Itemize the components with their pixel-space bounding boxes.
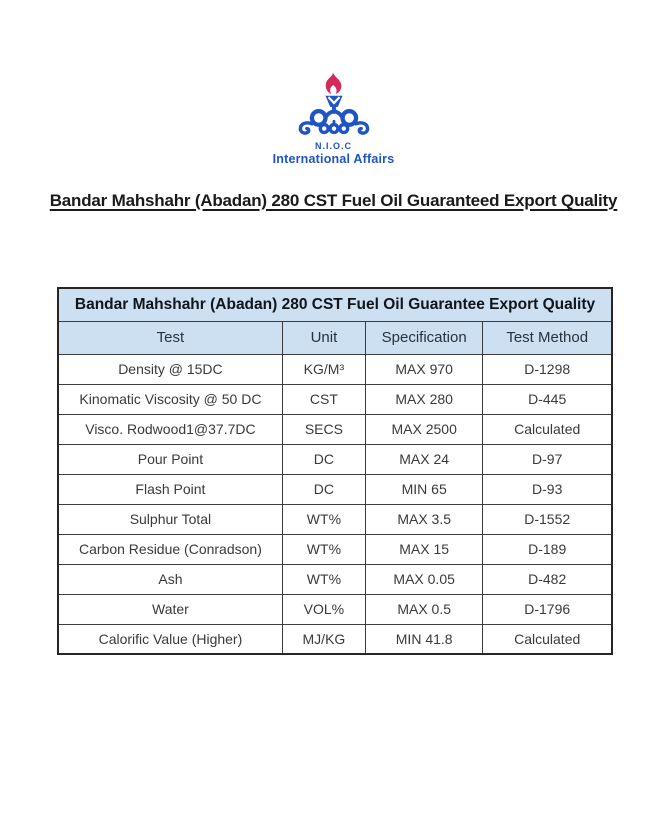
cell-specification: MAX 0.05: [365, 564, 482, 594]
nioc-emblem-icon: [276, 72, 392, 140]
cell-test-method: Calculated: [483, 414, 612, 444]
cell-test: Water: [58, 594, 282, 624]
column-header-test-method: Test Method: [483, 321, 612, 354]
table-body: [58, 354, 612, 654]
cell-test-method: D-1796: [483, 594, 612, 624]
spec-table: [57, 287, 613, 655]
logo-org-name: N.I.O.C: [314, 141, 352, 151]
logo-org-subtitle: International Affairs: [272, 152, 395, 166]
cell-unit: CST: [282, 384, 365, 414]
table-row: [58, 474, 612, 504]
cell-unit: KG/M³: [282, 354, 365, 384]
column-header-unit: Unit: [282, 321, 365, 354]
cell-test: Pour Point: [58, 444, 282, 474]
table-column-header-row: [58, 321, 612, 354]
cell-test: Calorific Value (Higher): [58, 624, 282, 654]
cell-specification: MAX 970: [365, 354, 482, 384]
cell-test: Density @ 15DC: [58, 354, 282, 384]
table-row: [58, 594, 612, 624]
table-row: [58, 534, 612, 564]
cell-test-method: D-93: [483, 474, 612, 504]
cell-specification: MAX 15: [365, 534, 482, 564]
table-row: [58, 564, 612, 594]
column-header-specification: Specification: [365, 321, 482, 354]
cell-specification: MAX 2500: [365, 414, 482, 444]
cell-test-method: Calculated: [483, 624, 612, 654]
cell-unit: WT%: [282, 564, 365, 594]
cell-test-method: D-482: [483, 564, 612, 594]
column-header-test: Test: [58, 321, 282, 354]
cell-unit: DC: [282, 444, 365, 474]
table-row: [58, 624, 612, 654]
cell-specification: MAX 3.5: [365, 504, 482, 534]
cell-specification: MIN 65: [365, 474, 482, 504]
cell-test-method: D-189: [483, 534, 612, 564]
cell-test: Ash: [58, 564, 282, 594]
cell-unit: DC: [282, 474, 365, 504]
document-title: Bandar Mahshahr (Abadan) 280 CST Fuel Oil Guaranteed Export Quality: [49, 191, 618, 210]
cell-unit: MJ/KG: [282, 624, 365, 654]
cell-test-method: D-445: [483, 384, 612, 414]
cell-unit: SECS: [282, 414, 365, 444]
cell-test-method: D-1552: [483, 504, 612, 534]
cell-specification: MIN 41.8: [365, 624, 482, 654]
cell-test: Flash Point: [58, 474, 282, 504]
cell-test: Kinomatic Viscosity @ 50 DC: [58, 384, 282, 414]
cell-test-method: D-97: [483, 444, 612, 474]
cell-test: Visco. Rodwood1@37.7DC: [58, 414, 282, 444]
cell-unit: WT%: [282, 504, 365, 534]
cell-unit: WT%: [282, 534, 365, 564]
table-title-row: [58, 288, 612, 321]
table-row: [58, 384, 612, 414]
cell-specification: MAX 24: [365, 444, 482, 474]
cell-unit: VOL%: [282, 594, 365, 624]
cell-test: Carbon Residue (Conradson): [58, 534, 282, 564]
cell-test: Sulphur Total: [58, 504, 282, 534]
cell-specification: MAX 0.5: [365, 594, 482, 624]
flame-icon: [325, 73, 341, 94]
nioc-logo: [264, 72, 404, 166]
cell-specification: MAX 280: [365, 384, 482, 414]
table-row: [58, 414, 612, 444]
cell-test-method: D-1298: [483, 354, 612, 384]
table-row: [58, 504, 612, 534]
table-row: [58, 354, 612, 384]
table-row: [58, 444, 612, 474]
table-title: Bandar Mahshahr (Abadan) 280 CST Fuel Oil Guarantee Export Quality: [58, 288, 612, 321]
